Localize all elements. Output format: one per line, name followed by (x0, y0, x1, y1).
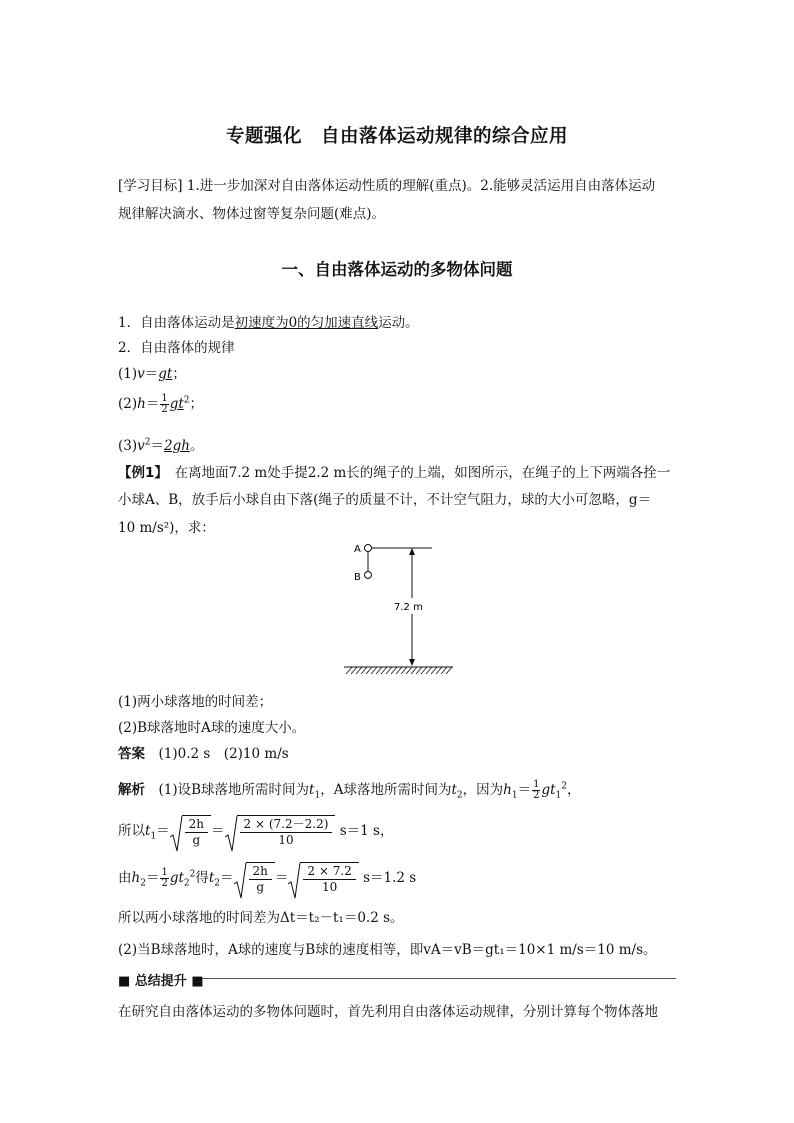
point-1-end: 运动。 (378, 315, 419, 331)
sqrt-expression (234, 862, 275, 895)
analysis-text-1b: ，A球落地所需时间为 (320, 782, 452, 798)
example-tag: 【例1】 (118, 465, 162, 481)
var-t2-sub: 2 (214, 878, 221, 889)
formula-1-prefix: (1) (118, 366, 138, 382)
point-1 (118, 311, 419, 331)
objectives-line-2: 规律解决滴水、物体过窗等复杂问题(难点)。 (118, 206, 386, 222)
fraction-denominator: 2 (161, 404, 168, 415)
formula-3-rhs: 2gh (164, 438, 190, 454)
analysis-text-1c: ，因为 (462, 782, 504, 798)
var-h1: h (503, 782, 512, 798)
formula-3-v: v (137, 438, 145, 454)
objectives-text-1: 1.进一步加深对自由落体运动性质的理解(重点)。2.能够灵活运用自由落体运动 (186, 178, 656, 194)
sqrt-fraction (182, 815, 211, 848)
arrow-head-up (409, 548, 415, 555)
question-2: (2)B球落地时A球的速度大小。 (118, 720, 306, 736)
formula-2-rhs: gt (169, 396, 184, 412)
answer-line (118, 742, 289, 762)
var-h1-sub: 1 (511, 790, 518, 801)
var-t2: t (208, 870, 215, 886)
analysis-end-2: s＝1 s， (339, 823, 394, 839)
formula-3 (118, 434, 203, 454)
ball-b-label: B (354, 572, 361, 583)
var-t1-sub: 1 (314, 790, 321, 801)
var-h2: h (131, 870, 141, 886)
analysis-eq-3: ＝ (145, 870, 160, 886)
var-gt-exp: 2 (561, 781, 567, 792)
sqrt-expression (288, 862, 358, 895)
point-1-underlined: 初速度为0的匀加速直线 (234, 315, 379, 331)
formula-1-end: ； (172, 366, 186, 382)
objectives-line-1 (118, 174, 655, 194)
sqrt-denominator: g (256, 880, 265, 894)
page-title: 专题强化 自由落体运动规律的综合应用 (225, 126, 568, 147)
fraction-numerator: 1 (161, 393, 168, 404)
var-h2-sub: 2 (140, 878, 146, 889)
ball-a-label: A (354, 544, 361, 555)
formula-1-eq: ＝ (144, 366, 159, 382)
analysis-label: 解析 (118, 782, 145, 798)
analysis-text-1a: (1)设B球落地所需时间为 (145, 782, 310, 798)
formula-3-eq: ＝ (150, 438, 164, 454)
point-1-text: 1．自由落体运动是 (118, 315, 235, 331)
formula-2-h: h (137, 396, 146, 412)
sqrt-expression (170, 815, 211, 848)
sqrt-fraction (237, 815, 336, 848)
formula-2-eq: ＝ (145, 396, 160, 412)
var-gt-exp: 2 (189, 869, 196, 880)
var-t1: t (145, 823, 151, 839)
question-1: (1)两小球落地的时间差； (118, 694, 273, 710)
summary-rule (202, 978, 676, 979)
analysis-end-3: s＝1.2 s (363, 870, 417, 886)
formula-2-exp: 2 (183, 395, 190, 406)
sqrt-numerator: 2h (185, 817, 208, 833)
var-t2: t (451, 782, 457, 798)
ground-hatching (346, 667, 452, 674)
formula-3-prefix: (3) (118, 438, 138, 454)
example-text-1: 在离地面7.2 m处手提2.2 m长的绳子的上端，如图所示，在绳子的上下两端各拴一 (161, 465, 671, 481)
example-line-3: 10 m/s²)，求： (118, 520, 215, 536)
sqrt-numerator: 2h (249, 864, 272, 880)
answer-label: 答案 (118, 746, 145, 762)
summary-text: 在研究自由落体运动的多物体问题时，首先利用自由落体运动规律，分别计算每个物体落地 (118, 1004, 658, 1020)
objectives-tag: [学习目标] (118, 178, 183, 194)
formula-2 (118, 392, 203, 415)
fraction-numerator: 1 (533, 779, 540, 790)
analysis-eq-3b: ＝ (220, 870, 234, 886)
example-line-2: 小球A、B，放手后小球自由下落(绳子的质量不计，不计空气阻力，球的大小可忽略，g＝ (118, 492, 652, 508)
sqrt-fraction (300, 862, 358, 895)
section-heading: 一、自由落体运动的多物体问题 (281, 260, 513, 279)
half-fraction (160, 868, 168, 889)
sqrt-expression (225, 815, 336, 848)
analysis-line-5: (2)当B球落地时，A球的速度与B球的速度相等，即vA＝vB＝gt₁＝10×1 m/s＝10 m/s。 (118, 942, 657, 958)
analysis-line-1 (118, 778, 581, 801)
analysis-line-2 (118, 815, 393, 848)
analysis-line-3 (118, 862, 416, 895)
formula-2-fraction (160, 394, 168, 415)
analysis-eq-3c: ＝ (274, 870, 289, 886)
sqrt-fraction (246, 862, 275, 895)
formula-1-v: v (137, 366, 145, 382)
formula-1 (118, 362, 186, 382)
fraction-denominator: 2 (533, 790, 540, 801)
analysis-line-4: 所以两小球落地的时间差为Δt＝t₂－t₁＝0.2 s。 (118, 910, 404, 926)
summary-header (118, 970, 676, 989)
fraction-denominator: 2 (161, 878, 168, 889)
half-fraction (532, 780, 540, 801)
var-t1-sub: 1 (150, 831, 157, 842)
analysis-text-3a: 由 (118, 870, 132, 886)
answer-text: (1)0.2 s (2)10 m/s (145, 746, 289, 762)
sqrt-denominator: 10 (278, 833, 294, 847)
point-2: 2．自由落体的规律 (118, 340, 235, 356)
ball-b (365, 572, 372, 579)
var-gt-sub: 2 (183, 878, 190, 889)
formula-2-end: ； (189, 396, 204, 412)
formula-1-rhs: gt (158, 366, 173, 382)
height-label: 7.2 m (394, 602, 423, 613)
example-line-1 (118, 461, 670, 481)
sqrt-numerator: 2 × (7.2－2.2) (240, 817, 333, 833)
rope-diagram (340, 536, 470, 678)
analysis-text-3b: 得 (195, 870, 209, 886)
analysis-eq-2: ＝ (156, 823, 170, 839)
ball-a (365, 545, 372, 552)
fraction-numerator: 1 (161, 867, 168, 878)
var-gt: gt (541, 782, 556, 798)
var-gt-sub: 1 (555, 790, 562, 801)
analysis-text-2a: 所以 (118, 823, 145, 839)
sqrt-denominator: 10 (321, 880, 338, 894)
formula-3-end: 。 (189, 438, 204, 454)
analysis-end-1: ， (567, 782, 581, 798)
arrow-head-down (409, 659, 415, 666)
formula-2-prefix: (2) (118, 396, 138, 412)
var-t1: t (309, 782, 315, 798)
var-t2-sub: 2 (456, 790, 463, 801)
summary-label: ■ 总结提升 ■ (118, 974, 204, 989)
formula-3-exp: 2 (144, 437, 151, 448)
analysis-eq-2b: ＝ (211, 823, 225, 839)
analysis-eq-1: ＝ (517, 782, 532, 798)
sqrt-denominator: g (192, 833, 201, 847)
sqrt-numerator: 2 × 7.2 (303, 864, 355, 880)
var-gt: gt (169, 870, 184, 886)
